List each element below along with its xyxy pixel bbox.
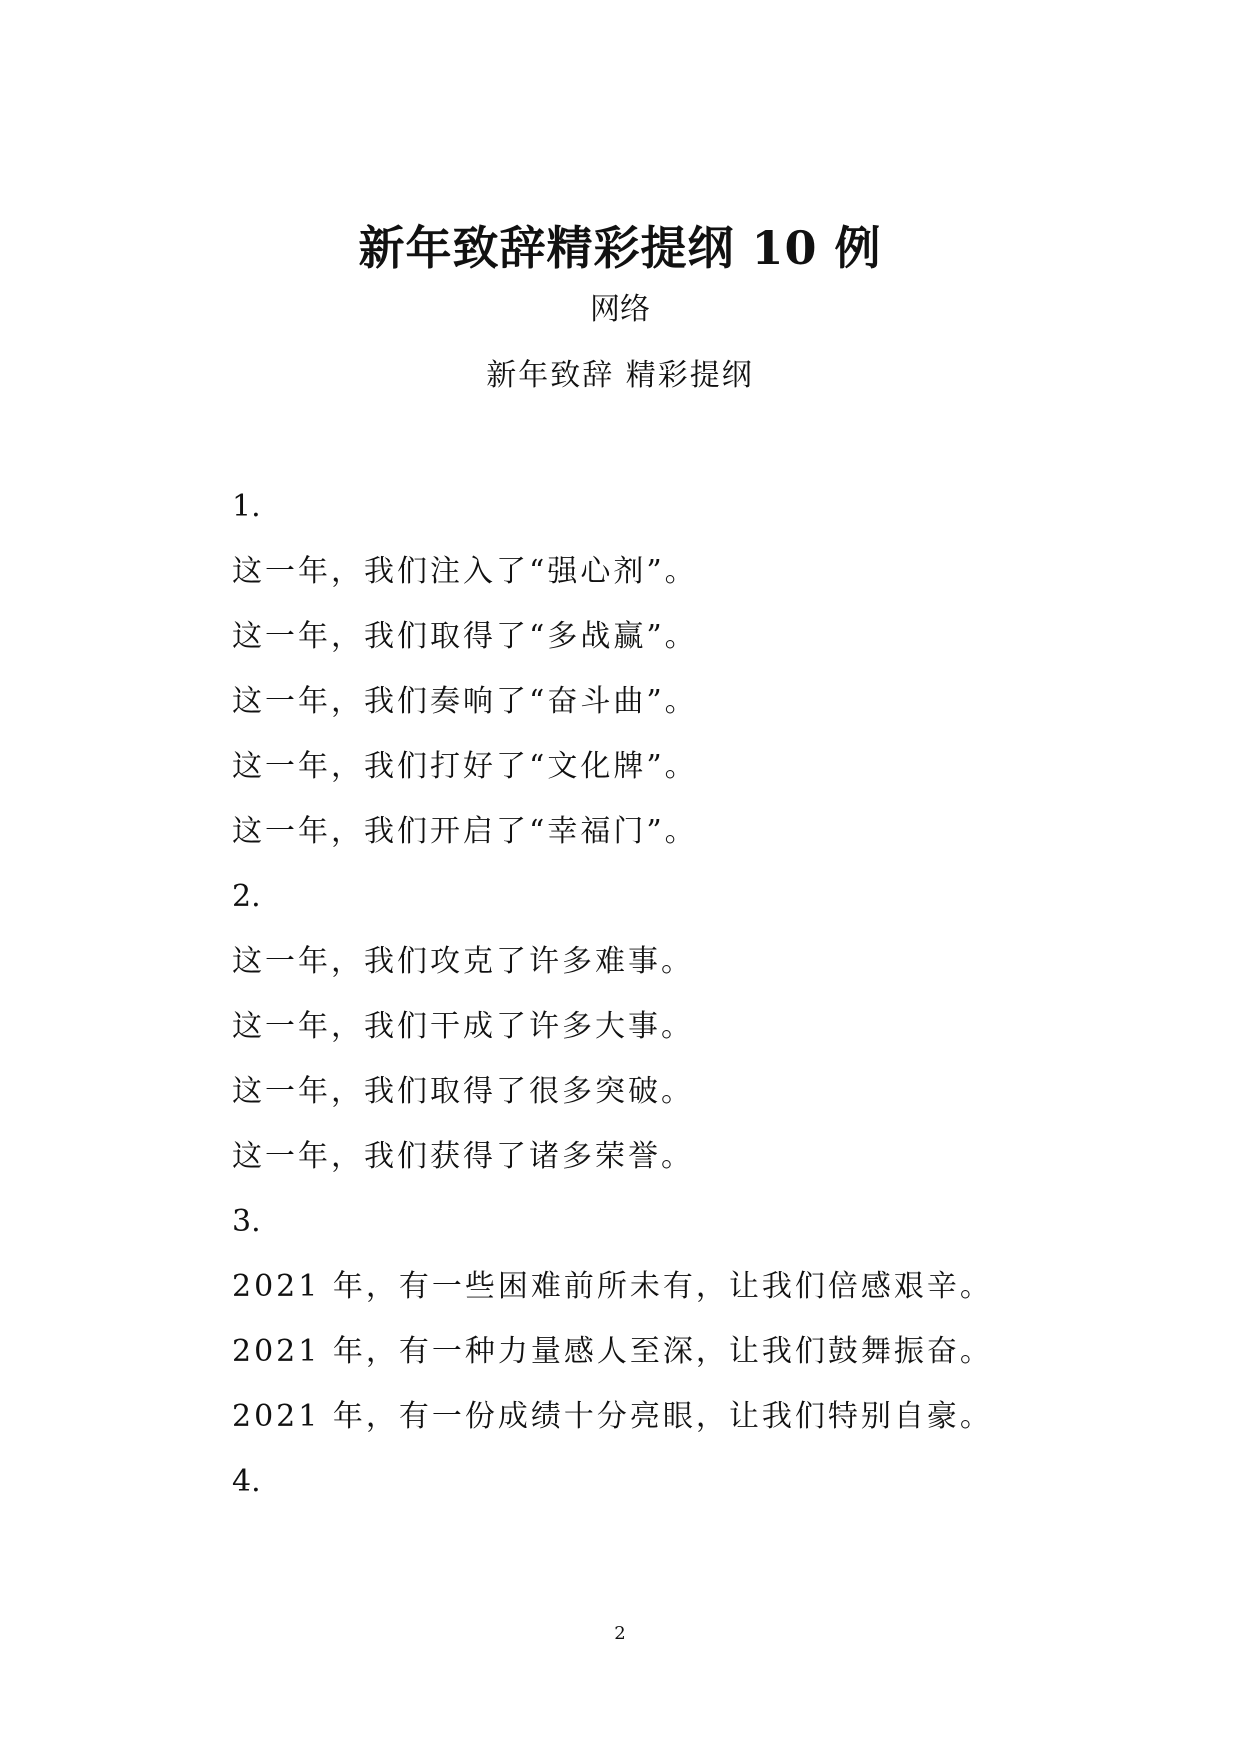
document-body	[232, 486, 1032, 1526]
section-number: 4.	[232, 1464, 261, 1499]
body-line: 2021 年，有一些困难前所未有，让我们倍感艰辛。	[232, 1269, 993, 1304]
body-line: 这一年，我们取得了“多战赢”。	[232, 619, 698, 654]
body-line: 这一年，我们干成了许多大事。	[232, 1009, 694, 1044]
body-line: 这一年，我们奏响了“奋斗曲”。	[232, 684, 698, 719]
body-line: 这一年，我们开启了“幸福门”。	[232, 814, 698, 849]
section-number: 2.	[232, 879, 261, 914]
body-line: 这一年，我们打好了“文化牌”。	[232, 749, 698, 784]
document-keywords: 新年致辞 精彩提纲	[486, 358, 754, 393]
body-line: 这一年，我们攻克了许多难事。	[232, 944, 694, 979]
section-number: 3.	[232, 1204, 261, 1239]
document-author: 网络	[590, 292, 650, 327]
body-line: 这一年，我们取得了很多突破。	[232, 1074, 694, 1109]
body-line: 2021 年，有一种力量感人至深，让我们鼓舞振奋。	[232, 1334, 993, 1369]
page-number: 2	[614, 1623, 626, 1644]
body-line: 这一年，我们获得了诸多荣誉。	[232, 1139, 694, 1174]
body-line: 2021 年，有一份成绩十分亮眼，让我们特别自豪。	[232, 1399, 993, 1434]
body-line: 这一年，我们注入了“强心剂”。	[232, 554, 698, 589]
section-number: 1.	[232, 489, 261, 524]
document-title: 新年致辞精彩提纲 10 例	[358, 221, 882, 275]
